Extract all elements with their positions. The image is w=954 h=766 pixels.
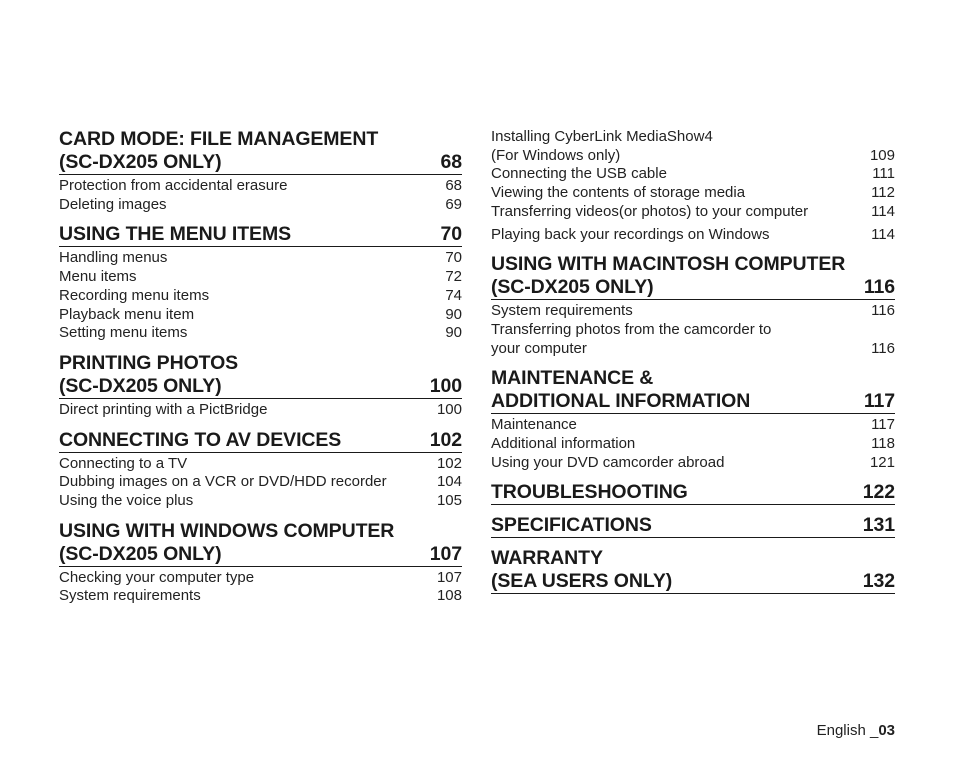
section-title: ADDITIONAL INFORMATION (491, 390, 751, 413)
toc-entry[interactable] (491, 184, 895, 203)
section-title-line1: WARRANTY (491, 547, 603, 570)
section-title-line1: CARD MODE: FILE MANAGEMENT (59, 128, 379, 150)
toc-entry[interactable] (59, 492, 462, 511)
section-page: 116 (863, 276, 895, 299)
toc-entry[interactable] (59, 473, 462, 492)
toc-entry[interactable] (59, 306, 462, 325)
section-title: TROUBLESHOOTING (491, 481, 688, 504)
toc-entry[interactable] (59, 177, 462, 196)
toc-entry-page: 116 (871, 339, 895, 357)
section-title-line1: USING WITH WINDOWS COMPUTER (59, 519, 395, 542)
toc-section (59, 520, 462, 606)
section-title: (SEA USERS ONLY) (491, 570, 673, 593)
toc-entry-label: Maintenance (491, 416, 577, 434)
section-heading[interactable] (491, 547, 895, 594)
toc-entry-page: 116 (871, 302, 895, 320)
toc-entry-page: 107 (436, 568, 462, 586)
toc-entry-label: Installing CyberLink MediaShow4 (For Windows only) (491, 128, 713, 164)
toc-entry-page: 117 (871, 416, 895, 434)
toc-entry[interactable] (59, 196, 462, 215)
section-page: 68 (440, 151, 462, 173)
toc-entry[interactable] (59, 324, 462, 343)
footer-page-number: 03 (878, 722, 895, 739)
toc-entry-page: 90 (445, 324, 462, 342)
section-heading[interactable] (491, 367, 895, 414)
toc-entry-page: 114 (871, 225, 895, 243)
toc-entry-label: Checking your computer type (59, 568, 255, 586)
toc-entry-page: 105 (436, 492, 462, 510)
section-page: 131 (862, 514, 895, 537)
toc-section (491, 547, 895, 594)
toc-section (491, 253, 895, 358)
toc-entry[interactable] (491, 165, 895, 184)
section-title: CONNECTING TO AV DEVICES (59, 428, 342, 451)
toc-entry-label: Dubbing images on a VCR or DVD/HDD recorder (59, 473, 387, 491)
section-title: (SC-DX205 ONLY) (59, 374, 222, 397)
section-title: SPECIFICATIONS (491, 514, 652, 537)
section-heading[interactable] (59, 520, 462, 567)
toc-entry[interactable] (59, 401, 462, 420)
section-page: 70 (440, 223, 462, 246)
toc-entry[interactable] (491, 128, 895, 165)
toc-entry-page: 69 (445, 195, 462, 213)
page-footer (817, 722, 895, 739)
toc-section-continued (491, 128, 895, 244)
footer-language: English _ (816, 722, 879, 739)
toc-left-column (59, 128, 462, 615)
toc-right-column (491, 128, 895, 603)
section-page: 132 (862, 570, 895, 593)
section-page: 107 (429, 542, 462, 565)
toc-entry-label: Using your DVD camcorder abroad (491, 453, 725, 471)
toc-entry-label: Additional information (491, 435, 636, 453)
toc-entry-label: Playing back your recordings on Windows (491, 225, 770, 243)
toc-entry-page: 114 (871, 202, 895, 220)
toc-entry-page: 102 (436, 454, 462, 472)
toc-entry-page: 121 (869, 453, 895, 471)
toc-entry-label: Handling menus (59, 249, 168, 267)
section-page: 102 (429, 428, 462, 451)
toc-entry[interactable] (59, 249, 462, 268)
section-title: (SC-DX205 ONLY) (59, 151, 222, 173)
toc-entry-label: Deleting images (59, 195, 167, 213)
toc-entry[interactable] (59, 268, 462, 287)
toc-entry-page: 112 (871, 184, 895, 202)
toc-section (491, 367, 895, 472)
section-heading[interactable] (491, 253, 895, 300)
toc-entry[interactable] (59, 587, 462, 606)
toc-entry-page: 70 (445, 249, 462, 267)
toc-entry[interactable] (491, 203, 895, 222)
section-title-line1: PRINTING PHOTOS (59, 351, 239, 374)
toc-entry-label: Recording menu items (59, 286, 210, 304)
toc-section (59, 128, 462, 214)
toc-entry-label: Playback menu item (59, 305, 195, 323)
toc-entry[interactable] (491, 435, 895, 454)
toc-entry-label: Connecting the USB cable (491, 165, 667, 183)
toc-entry[interactable] (491, 226, 895, 245)
toc-entry-page: 68 (445, 177, 462, 194)
toc-entry-page: 108 (436, 587, 462, 605)
toc-entry-label: Viewing the contents of storage media (491, 184, 746, 202)
toc-entry-label: System requirements (491, 302, 633, 320)
section-page: 117 (863, 390, 895, 413)
toc-entry-label: Transferring videos(or photos) to your computer (491, 202, 809, 220)
toc-entry-label: Using the voice plus (59, 492, 194, 510)
section-title-line1: USING WITH MACINTOSH COMPUTER (491, 253, 846, 276)
toc-section (491, 514, 895, 538)
section-heading[interactable] (59, 429, 462, 453)
toc-entry-page: 74 (445, 286, 462, 304)
section-title-line1: MAINTENANCE & (491, 367, 654, 390)
toc-entry-page: 111 (872, 165, 895, 183)
toc-entry-page: 104 (436, 473, 462, 491)
toc-entry-label: System requirements (59, 587, 201, 605)
toc-entry[interactable] (491, 321, 895, 358)
section-title: USING THE MENU ITEMS (59, 223, 292, 246)
toc-section (59, 223, 462, 343)
toc-entry[interactable] (59, 569, 462, 588)
toc-section (491, 481, 895, 505)
section-title: (SC-DX205 ONLY) (59, 542, 222, 565)
toc-entry-page: 72 (445, 268, 462, 286)
toc-entry-label: Setting menu items (59, 324, 188, 342)
toc-entry-page: 100 (436, 400, 462, 418)
toc-entry[interactable] (491, 416, 895, 435)
toc-entry-page: 90 (445, 305, 462, 323)
toc-entry-label: Connecting to a TV (59, 454, 188, 472)
toc-entry[interactable] (491, 454, 895, 473)
toc-section (59, 429, 462, 511)
section-heading[interactable] (59, 352, 462, 399)
toc-entry[interactable] (491, 302, 895, 321)
section-heading[interactable] (59, 128, 462, 175)
toc-entry-label: Protection from accidental erasure (59, 177, 288, 194)
toc-section (59, 352, 462, 420)
toc-entry-label: Menu items (59, 268, 137, 286)
section-page: 122 (862, 481, 895, 504)
toc-entry-page: 109 (869, 146, 895, 164)
section-heading[interactable] (491, 481, 895, 505)
section-heading[interactable] (59, 223, 462, 247)
section-heading[interactable] (491, 514, 895, 538)
toc-entry[interactable] (59, 455, 462, 474)
toc-entry-label: Transferring photos from the camcorder to your computer (491, 320, 772, 357)
toc-entry[interactable] (59, 287, 462, 306)
section-title: (SC-DX205 ONLY) (491, 276, 654, 299)
section-page: 100 (429, 374, 462, 397)
toc-entry-label: Direct printing with a PictBridge (59, 400, 268, 418)
toc-entry-page: 118 (871, 435, 895, 453)
